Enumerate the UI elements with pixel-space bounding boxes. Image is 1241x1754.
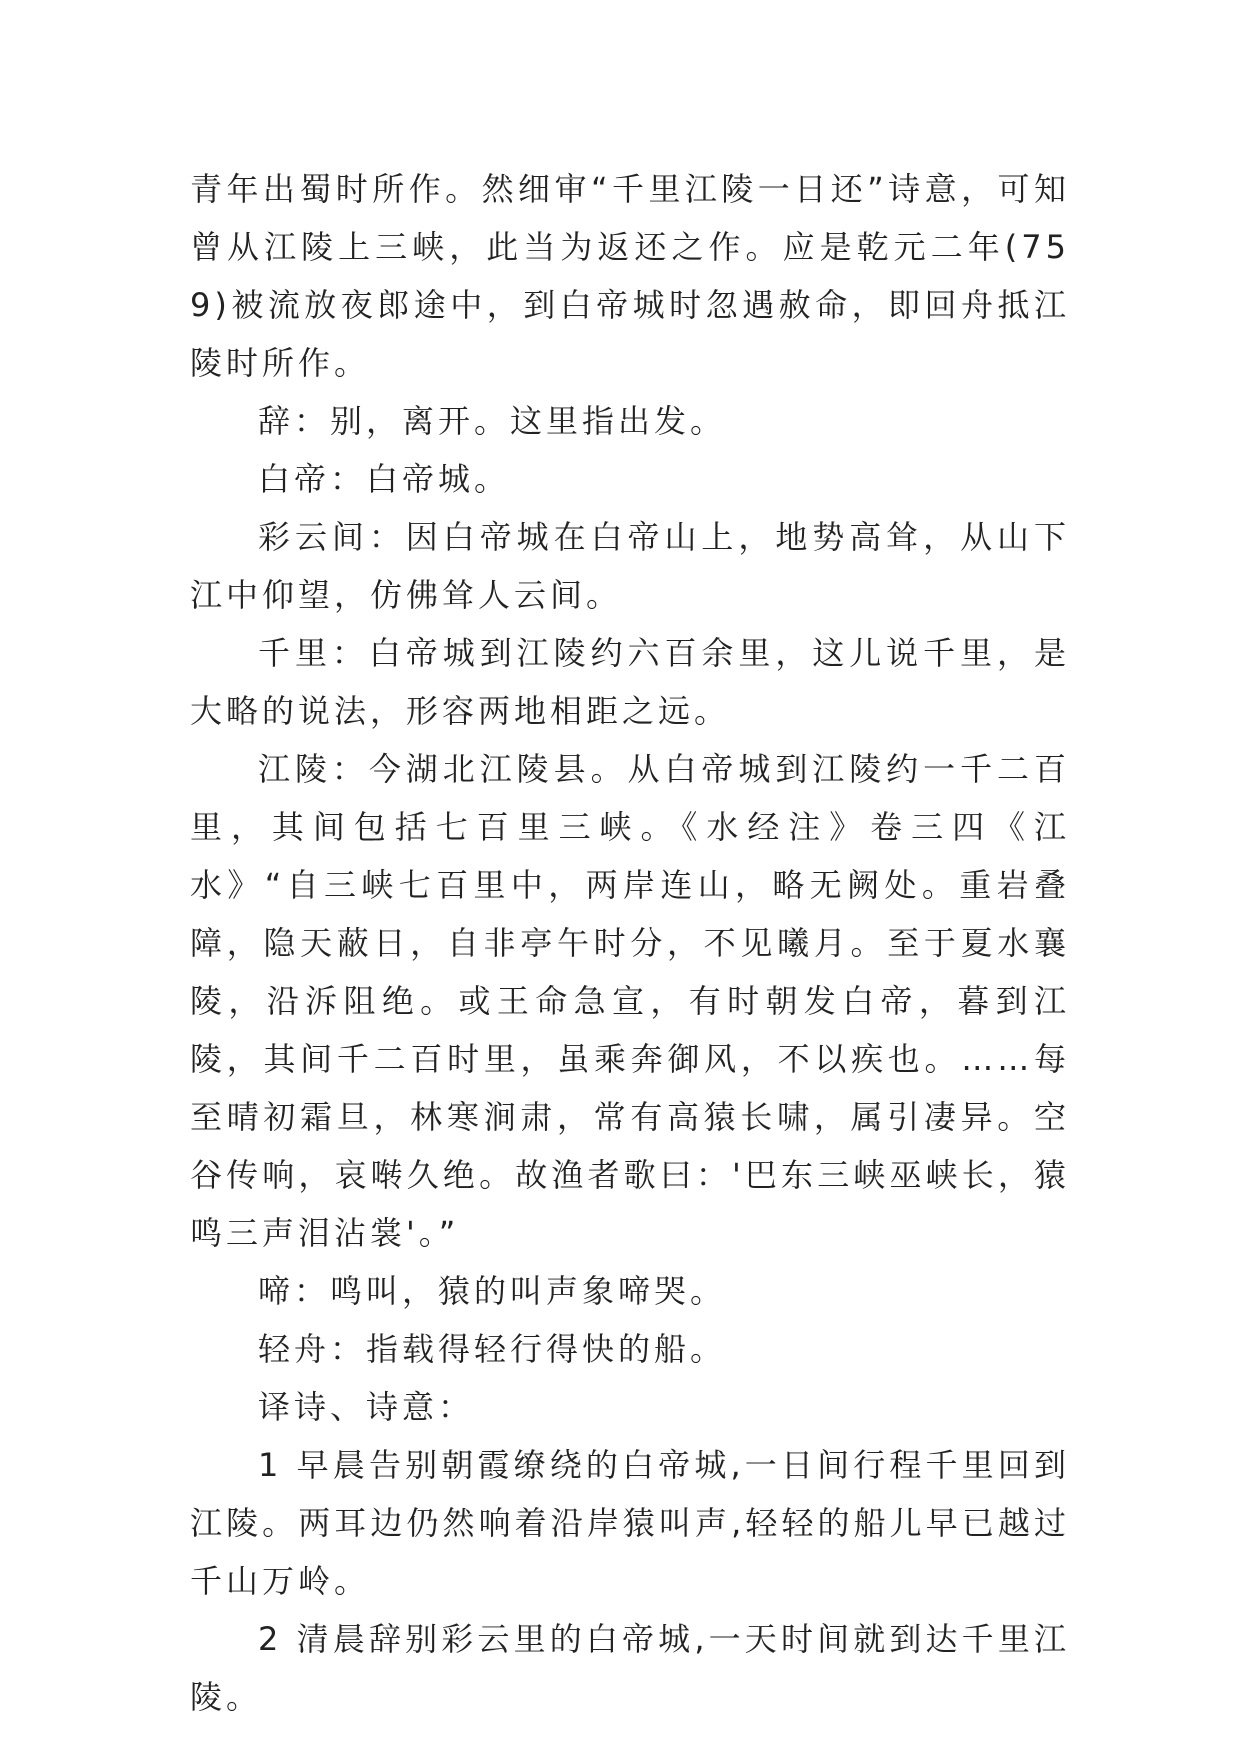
note-ci: 辞：别，离开。这里指出发。 (258, 402, 727, 440)
translation-1: 1 早晨告别朝霞缭绕的白帝城,一日间行程千里回到江陵。两耳边仍然响着沿岸猿叫声,轻轻的船儿早已越过千山万岭。 (190, 1446, 1070, 1600)
note-qingzhou: 轻舟：指载得轻行得快的船。 (258, 1330, 727, 1368)
translation-2: 2 清晨辞别彩云里的白帝城,一天时间就到达千里江陵。 (190, 1620, 1070, 1716)
note-baidi: 白帝：白帝城。 (258, 460, 511, 498)
note-ti: 啼：鸣叫，猿的叫声象啼哭。 (258, 1272, 727, 1310)
note-qianli: 千里：白帝城到江陵约六百余里，这儿说千里，是大略的说法，形容两地相距之远。 (190, 634, 1070, 730)
note-jiangling: 江陵：今湖北江陵县。从白帝城到江陵约一千二百里，其间包括七百里三峡。《水经注》卷三四《江水》“自三峡七百里中，两岸连山，略无阙处。重岩叠障，隐天蔽日，自非亭午时分，不见曦月。至于夏水襄陵，沿泝阻绝。或王命急宣，有时朝发白帝，暮到江陵，其间千二百时里，虽乘奔御风，不以疾也。……每至晴初霜旦，林寒涧肃，常有高猿长啸，属引凄异。空谷传响，哀啭久绝。故渔者歌曰：'巴东三峡巫峡长，猿鸣三声泪沾裳'。” (190, 750, 1070, 1252)
note-caiyunjian: 彩云间：因白帝城在白帝山上，地势高耸，从山下江中仰望，仿佛耸人云间。 (190, 518, 1070, 614)
document-body (190, 160, 1070, 1726)
translation-heading: 译诗、诗意： (258, 1388, 475, 1426)
paragraph-intro: 青年出蜀时所作。然细审“千里江陵一日还”诗意，可知曾从江陵上三峡，此当为返还之作。应是乾元二年(759)被流放夜郎途中，到白帝城时忽遇赦命，即回舟抵江陵时所作。 (190, 170, 1070, 382)
